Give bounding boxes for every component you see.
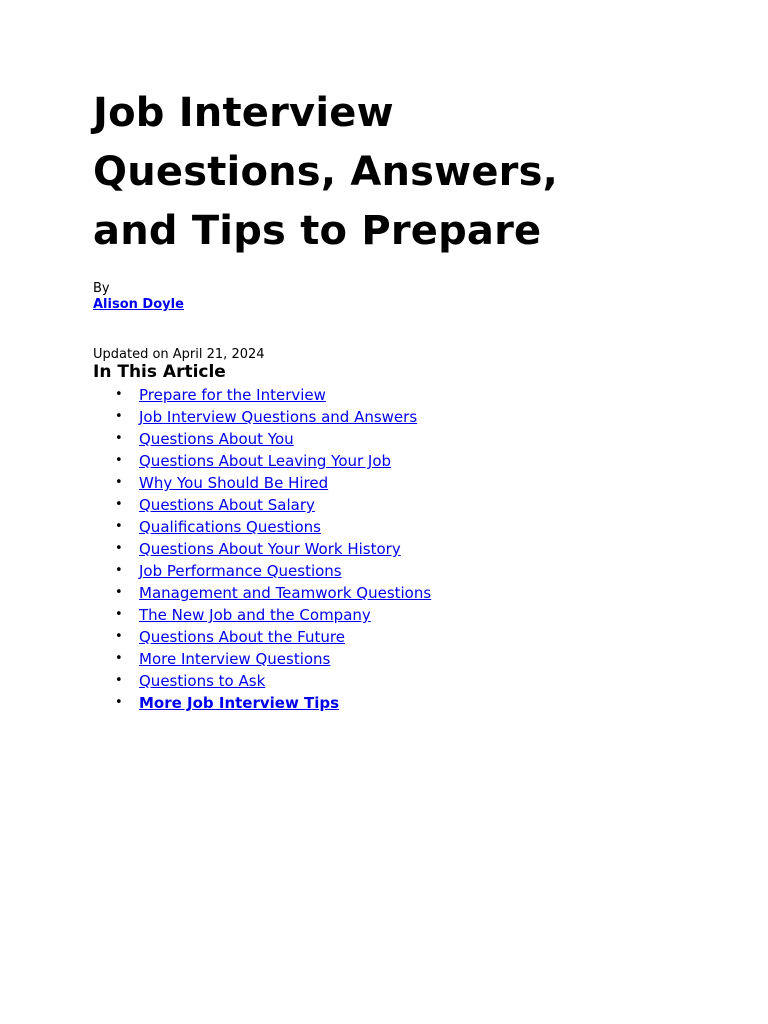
page-title bbox=[93, 84, 713, 261]
bullet-icon: • bbox=[115, 563, 123, 578]
toc-link-questions-to-ask[interactable]: Questions to Ask bbox=[139, 672, 266, 690]
bullet-icon: • bbox=[115, 387, 123, 402]
toc-link-job-performance[interactable]: Job Performance Questions bbox=[139, 562, 342, 580]
toc-heading: In This Article bbox=[93, 362, 226, 382]
toc-item bbox=[115, 494, 713, 516]
toc-item bbox=[115, 692, 713, 714]
toc-link-more-tips[interactable]: More Job Interview Tips bbox=[139, 694, 340, 712]
toc-link-more-interview-questions[interactable]: More Interview Questions bbox=[139, 650, 331, 668]
bullet-icon: • bbox=[115, 629, 123, 644]
toc-item bbox=[115, 670, 713, 692]
bullet-icon: • bbox=[115, 475, 123, 490]
bullet-icon: • bbox=[115, 651, 123, 666]
updated-date: Updated on April 21, 2024 bbox=[93, 347, 265, 362]
toc-item bbox=[115, 472, 713, 494]
bullet-icon: • bbox=[115, 453, 123, 468]
toc-link-new-job-company[interactable]: The New Job and the Company bbox=[139, 606, 371, 624]
toc-item bbox=[115, 626, 713, 648]
bullet-icon: • bbox=[115, 607, 123, 622]
title-line-3: and Tips to Prepare bbox=[93, 208, 542, 254]
toc-item bbox=[115, 384, 713, 406]
toc-item bbox=[115, 538, 713, 560]
bullet-icon: • bbox=[115, 585, 123, 600]
title-line-1: Job Interview bbox=[93, 90, 394, 136]
toc-item bbox=[115, 450, 713, 472]
toc-link-management-teamwork[interactable]: Management and Teamwork Questions bbox=[139, 584, 432, 602]
article bbox=[93, 84, 713, 714]
toc-link-qualifications[interactable]: Qualifications Questions bbox=[139, 518, 321, 536]
toc-link-future[interactable]: Questions About the Future bbox=[139, 628, 345, 646]
byline bbox=[93, 281, 713, 313]
bullet-icon: • bbox=[115, 519, 123, 534]
bullet-icon: • bbox=[115, 497, 123, 512]
bullet-icon: • bbox=[115, 695, 123, 710]
bullet-icon: • bbox=[115, 431, 123, 446]
title-line-2: Questions, Answers, bbox=[93, 149, 558, 195]
by-label: By bbox=[93, 281, 110, 296]
toc-item bbox=[115, 560, 713, 582]
toc-link-work-history[interactable]: Questions About Your Work History bbox=[139, 540, 401, 558]
toc-link-leaving-job[interactable]: Questions About Leaving Your Job bbox=[139, 452, 392, 470]
toc-link-salary[interactable]: Questions About Salary bbox=[139, 496, 315, 514]
toc-link-questions-answers[interactable]: Job Interview Questions and Answers bbox=[139, 408, 418, 426]
toc-link-why-hired[interactable]: Why You Should Be Hired bbox=[139, 474, 329, 492]
toc-item bbox=[115, 582, 713, 604]
bullet-icon: • bbox=[115, 673, 123, 688]
bullet-icon: • bbox=[115, 541, 123, 556]
toc-item bbox=[115, 406, 713, 428]
author-link[interactable]: Alison Doyle bbox=[93, 297, 184, 312]
toc-link-about-you[interactable]: Questions About You bbox=[139, 430, 294, 448]
toc-item bbox=[115, 428, 713, 450]
bullet-icon: • bbox=[115, 409, 123, 424]
toc-item bbox=[115, 648, 713, 670]
table-of-contents bbox=[93, 384, 713, 714]
toc-item bbox=[115, 516, 713, 538]
toc-link-prepare[interactable]: Prepare for the Interview bbox=[139, 386, 326, 404]
toc-item bbox=[115, 604, 713, 626]
